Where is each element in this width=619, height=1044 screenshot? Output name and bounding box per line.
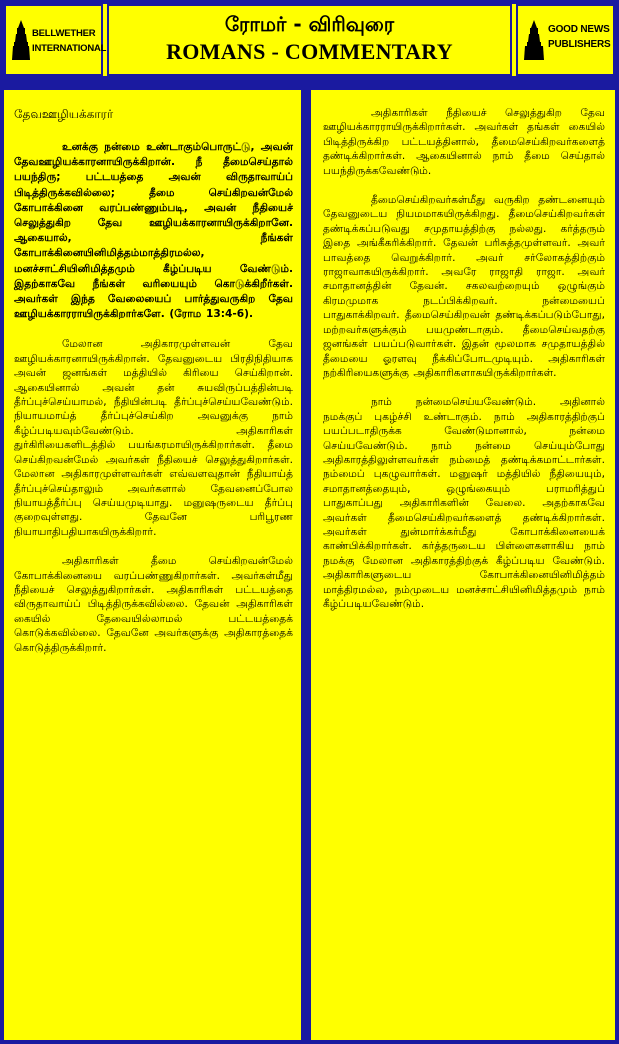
right-column xyxy=(307,90,615,1040)
bellwether-logo xyxy=(4,4,107,76)
body-paragraph: மேலான அதிகாரமுள்ளவன் தேவ ஊழியக்காரனாயிருக்கிறான். தேவனுடைய பிரதிநிதியாக அவன் ஜனங்கள் மத்தியில் கிரியை செய்கிறான். ஆகையினால் அவன் தன் சுயவிருப்பத்தின்படி தீர்ப்புச்செய்யாமல், நீதியின்படி தீர்ப்புச்செய்யவேண்டும். நியாயமாய்த் தீர்ப்புச்செய்கிற அவனுக்கு நாம் கீழ்ப்படியவும்வேண்டும். அதிகாரிகள் துர்கிரியைகளிடத்தில் பயங்கரமாயிருக்கிறார்கள். தீமை செய்கிறவன்மேல் அவர்கள் நீதியைச் செலுத்துகிறார்கள். மேலான அதிகாரமுள்ளவர்கள் எவ்வளவுதான் நீதியாய்த் தீர்ப்புச்செய்தாலும் அவர்களால் தேவனைப்போல நியாயத்தீர்ப்பு செய்யமுடியாது. மனுஷருடைய தீர்ப்பு குறைவுள்ளது. தேவனே பரிபூரண நியாயாதிபதியாகயிருக்கிறார். xyxy=(14,338,293,538)
logo-line-1: BELLWETHER xyxy=(32,28,96,39)
page-title-tamil: ரோமர் - விரிவுரை xyxy=(224,12,395,36)
header xyxy=(4,4,615,76)
section-heading: தேவஊழியக்காரர் xyxy=(14,107,114,121)
divider-band xyxy=(4,76,615,90)
body-paragraph: அதிகாரிகள் தீமை செய்கிறவன்மேல் கோபாக்கினையை வரப்பண்ணுகிறார்கள். அவர்கள்மீது நீதியைச் செலுத்துகிறார்கள். அதிகாரிகள் பட்டயத்தை விருதாவாய்ப் பிடித்திருக்கவில்லை. தேவன் அதிகாரிகள் கையில் தேவையில்லாமல் பட்டயத்தைக் கொடுக்கவில்லை. தேவனே அவர்களுக்கு அதிகாரத்தைக் கொடுத்திருக்கிறார். xyxy=(14,555,293,654)
body-paragraph: தீமைசெய்கிறவர்கள்மீது வருகிற தண்டனையும் தேவனுடைய நியமமாகயிருக்கிறது. தீமைசெய்கிறவர்கள் தண்டிக்கப்படுவது சமுதாயத்திற்கு நல்லது. கர்த்தரும் இதை அங்கீகரிக்கிறார். தேவன் பரிசுத்தமுள்ளவர். அவர் பாவத்தை வெறுக்கிறார். அவர் சர்லோகத்திற்கும் ராஜாவாகயிருக்கிறார். அவரே ராஜாதி ராஜா. அவர் சமாதானத்தின் தேவன். சகலவற்றையும் ஒழுங்கும் கிரமமுமாக நடப்பிக்கிறவர். நன்மையைப் பாதுகாக்கிறவர். தீமைசெய்கிறவன் தண்டிக்கப்படும்போது, மற்றவர்களுக்கும் பயமுண்டாகும். தீமைசெய்வதற்கு ஜனங்கள் பயப்படுவார்கள். இதன் மூலமாக சமுதாயத்தில் தீமையை ஓரளவு நீக்கிப்போடமுடியும். அதிகாரிகள் நற்கிரியைகளுக்கு அதிகாரிகளாகயிருக்கிறார்கள். xyxy=(323,194,605,379)
bell-tower-icon xyxy=(524,20,544,60)
left-column xyxy=(4,90,307,1040)
good-news-logo xyxy=(516,4,615,76)
good-news-logo-text xyxy=(548,22,610,52)
logo-line-1: GOOD NEWS xyxy=(548,24,610,35)
bellwether-logo-text xyxy=(32,26,106,56)
title-box xyxy=(107,4,512,76)
logo-line-2: PUBLISHERS xyxy=(548,39,611,50)
body-paragraph: அதிகாரிகள் நீதியைச் செலுத்துகிற தேவ ஊழியக்காரராயிருக்கிறார்கள். அவர்கள் தங்கள் கையில் பிடித்திருக்கிற பட்டயத்தினால், தீமைசெய்கிறவர்களைத் தண்டிக்கிறார்கள். ஆகையினால் நாம் தீமை செய்தால் பயந்திருக்கவேண்டும். xyxy=(323,107,605,177)
page-title-english: ROMANS - COMMENTARY xyxy=(166,39,453,64)
body-paragraph: நாம் நன்மைசெய்யவேண்டும். அதினால் நமக்குப் புகழ்ச்சி உண்டாகும். நாம் அதிகாரத்திற்குப் பயப்படாதிருக்க வேண்டுமானால், நன்மை செய்யவேண்டும். நாம் நன்மை செய்யும்போது அதிகாரத்திலுள்ளவர்கள் நம்மைத் தண்டிக்கமாட்டார்கள். நம்மைப் புகழுவார்கள். மனுஷர் மத்தியில் நீதியையும், சமாதானத்தையும், ஒழுங்கையும் பராமரித்துப் பாதுகாப்பது அதிகாரிகளின் வேலை. அதற்காகவே அவர்கள் தீமைசெய்கிறவர்களைத் தண்டிக்கிறார்கள். அவர்கள் துன்மார்க்கர்மீது கோபாக்கினையைக் காண்பிக்கிறார்கள். கர்த்தருடைய பிள்ளைகளாகிய நாம் நமக்கு மேலான அதிகாரத்திற்குக் கீழ்ப்படிய வேண்டும். அதிகாரிகளுடைய கோபாக்கினையினிமித்தம் மாத்திரமல்ல, நம்முடைய மனச்சாட்சியினிமித்தமும் நாம் கீழ்ப்படியவேண்டும். xyxy=(323,396,605,610)
logo-line-2: INTERNATIONAL xyxy=(32,43,107,54)
bell-tower-icon xyxy=(12,20,30,60)
scripture-paragraph: உனக்கு நன்மை உண்டாகும்பொருட்டு, அவன் தேவஊழியக்காரனாயிருக்கிறான். நீ தீமைசெய்தால் பயந்திரு; பட்டயத்தை அவன் விருதாவாய்ப் பிடித்திருக்கவில்லை; தீமை செய்கிறவன்மேல் கோபாக்கினை வரப்பண்ணும்படி, அவன் நீதியைச் செலுத்துகிற தேவ ஊழியக்காரனாயிருக்கிறானே. ஆகையால், நீங்கள் கோபாக்கினையினிமித்தம்மாத்திரமல்ல, மனச்சாட்சியினிமித்தமும் கீழ்ப்படிய வேண்டும். இதற்காகவே நீங்கள் வரியையும் கொடுக்கிறீர்கள். அவர்கள் இந்த வேலையைப் பார்த்துவருகிற தேவ ஊழியக்காரராயிருக்கிறார்களே. (ரோம 13:4-6). xyxy=(14,141,293,321)
